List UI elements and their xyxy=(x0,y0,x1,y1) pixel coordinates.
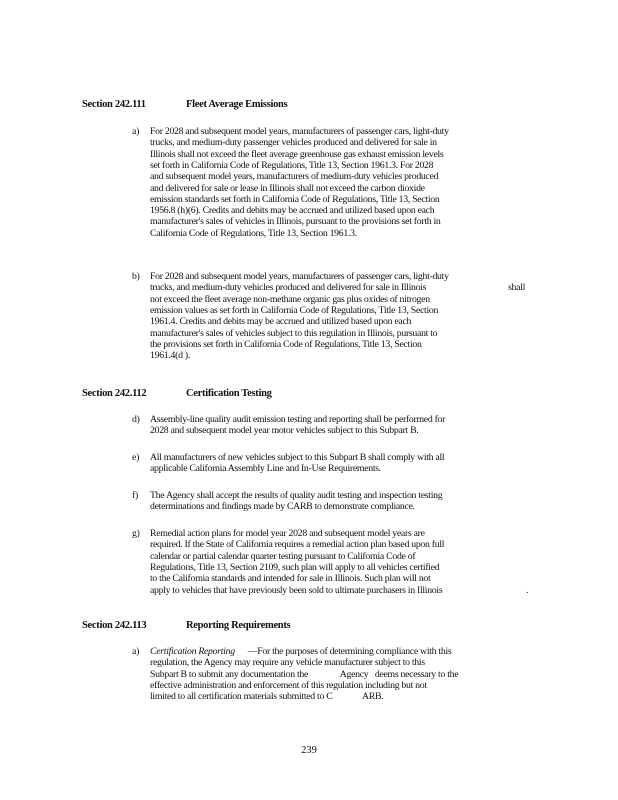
paragraph-label: a) xyxy=(132,646,140,657)
text-line: and delivered for sale or lease in Illinois shall not exceed the carbon dioxide xyxy=(150,182,425,194)
text-line: trucks, and medium-duty vehicles produced and delivered for sale in Illinois xyxy=(150,282,427,294)
text-line: set forth in California Code of Regulations, Title 13, Section 1961.3. For 2028 xyxy=(150,159,434,171)
section-number: Section 242.112 xyxy=(82,388,147,399)
text-line: limited to all certification materials submitted to C ARB. xyxy=(150,691,384,703)
section-heading-242-111 xyxy=(82,99,288,110)
section-number: Section 242.113 xyxy=(82,620,147,631)
text-line: required. If the State of California requires a remedial action plan based upon full xyxy=(150,539,445,551)
text-line: The Agency shall accept the results of quality audit testing and inspection testing xyxy=(150,490,443,501)
text-line: 1961.4(d ). xyxy=(150,350,190,362)
text-line: 2028 and subsequent model year motor vehicles subject to this Subpart B. xyxy=(150,425,419,437)
paragraph-label: d) xyxy=(132,414,140,425)
text-line: Assembly-line quality audit emission testing and reporting shall be performed for xyxy=(150,414,446,425)
floating-word: shall xyxy=(508,282,526,294)
section-title: Reporting Requirements xyxy=(186,620,291,631)
text-line: effective administration and enforcement of this regulation including but not xyxy=(150,679,427,691)
text-line: Remedial action plans for model year 2028 and subsequent model years are xyxy=(150,528,425,539)
paragraph-label: e) xyxy=(132,452,140,463)
paragraph-label: b) xyxy=(132,271,140,282)
section-title: Fleet Average Emissions xyxy=(186,99,288,110)
page-number: 239 xyxy=(301,745,317,756)
text-line: All manufacturers of new vehicles subject to this Subpart B shall comply with all xyxy=(150,452,445,463)
text-line: and subsequent model years, manufacturers of medium-duty vehicles produced xyxy=(150,171,439,183)
section-number: Section 242.111 xyxy=(82,99,146,110)
text-line: apply to vehicles that have previously been sold to ultimate purchasers in Illinois xyxy=(150,584,443,596)
text-line: the provisions set forth in California Code of Regulations, Title 13, Section xyxy=(150,338,422,350)
floating-word: . xyxy=(526,584,529,596)
text-line: For 2028 and subsequent model years, manufacturers of passenger cars, light-duty xyxy=(150,271,449,282)
text-line: Subpart B to submit any documentation the Agency deems necessary to the xyxy=(150,668,459,680)
text-line: calendar or partial calendar quarter testing pursuant to California Code of xyxy=(150,550,416,562)
text-line-rest: —For the purposes of determining compliance with this xyxy=(234,646,452,657)
text-line: Regulations, Title 13, Section 2109, such plan will apply to all vehicles certified xyxy=(150,561,440,573)
section-title: Certification Testing xyxy=(186,388,272,399)
text-line: not exceed the fleet average non-methane organic gas plus oxides of nitrogen xyxy=(150,293,430,305)
text-line: emission standards set forth in California Code of Regulations, Title 13, Section xyxy=(150,193,440,205)
paragraph-label: a) xyxy=(132,126,140,137)
paragraph-label: g) xyxy=(132,528,140,539)
text-line: determinations and findings made by CARB to demonstrate compliance. xyxy=(150,501,415,513)
text-line-first xyxy=(150,646,451,657)
text-line: regulation, the Agency may require any vehicle manufacturer subject to this xyxy=(150,657,425,669)
text-line: 1961.4. Credits and debits may be accrued and utilized based upon each xyxy=(150,316,412,328)
text-line: 1956.8 (h)(6). Credits and debits may be accrued and utilized based upon each xyxy=(150,205,435,217)
text-line: to the California standards and intended for sale in Illinois. Such plan will not xyxy=(150,573,431,585)
text-line: manufacturer's sales of vehicles in Illinois, pursuant to the provisions set forth in xyxy=(150,216,441,228)
section-heading-242-112 xyxy=(82,388,272,399)
section-heading-242-113 xyxy=(82,620,291,631)
text-line: trucks, and medium-duty passenger vehicles produced and delivered for sale in xyxy=(150,137,437,149)
text-line: For 2028 and subsequent model years, manufacturers of passenger cars, light-duty xyxy=(150,126,449,137)
text-line: emission values as set forth in California Code of Regulations, Title 13, Section xyxy=(150,304,439,316)
paragraph-label: f) xyxy=(132,490,139,501)
text-line: manufacturer's sales of vehicles subject to this regulation in Illinois, pursuant to xyxy=(150,327,438,339)
text-line: applicable California Assembly Line and In-Use Requirements. xyxy=(150,463,381,475)
text-line: California Code of Regulations, Title 13, Section 1961.3. xyxy=(150,227,357,239)
text-line: Illinois shall not exceed the fleet average greenhouse gas exhaust emission levels xyxy=(150,148,444,160)
italic-lead: Certification Reporting xyxy=(150,646,235,657)
